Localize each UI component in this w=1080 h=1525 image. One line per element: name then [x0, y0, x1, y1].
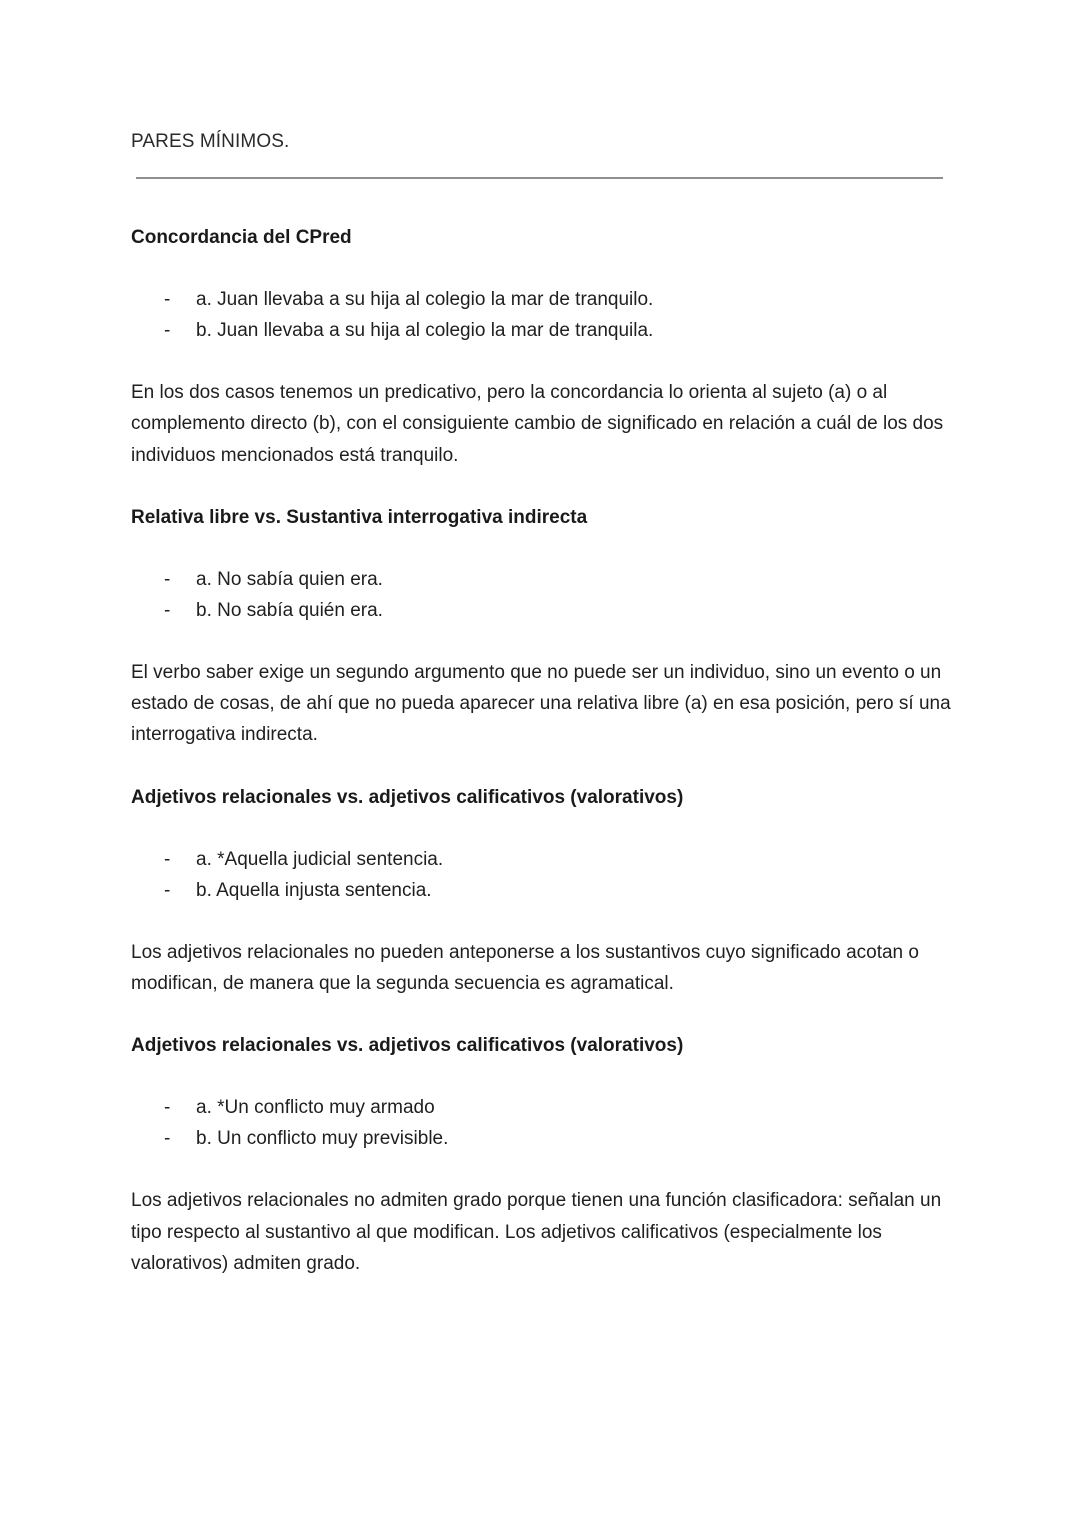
example-item — [131, 844, 951, 875]
section-heading: Adjetivos relacionales vs. adjetivos calificativos (valorativos) — [131, 786, 684, 808]
bullet-dash: - — [164, 879, 171, 901]
bullet-dash: - — [164, 289, 171, 310]
example-item — [131, 1123, 951, 1154]
example-text: b. No sabía quién era. — [196, 599, 383, 621]
bullet-dash: - — [164, 568, 171, 590]
bullet-dash: - — [164, 599, 171, 621]
example-text: b. Aquella injusta sentencia. — [196, 879, 432, 901]
example-list — [131, 844, 951, 906]
example-item — [131, 284, 951, 315]
example-item — [131, 875, 951, 906]
section-adjetivos-anteposicion — [131, 782, 951, 1000]
example-item — [131, 564, 951, 595]
explanation-paragraph: En los dos casos tenemos un predicativo, pero la concordancia lo orienta al sujeto (a) o al complemento directo (b), con el consiguiente cambio de significado en relación a cuál de los dos individuos mencionados está tranquilo. — [131, 382, 944, 466]
page-title: PARES MÍNIMOS. — [131, 131, 290, 152]
section-adjetivos-grado — [131, 1030, 951, 1279]
explanation-paragraph: El verbo saber exige un segundo argumento que no puede ser un individuo, sino un evento o un estado de cosas, de ahí que no pueda aparecer una relativa libre (a) en esa posición, pero sí una interrogativa indirecta. — [131, 661, 951, 746]
section-concordancia — [131, 222, 951, 471]
section-heading: Adjetivos relacionales vs. adjetivos calificativos (valorativos) — [131, 1035, 684, 1057]
example-item — [131, 1092, 951, 1123]
example-text: a. *Aquella judicial sentencia. — [196, 848, 444, 870]
example-item — [131, 595, 951, 626]
section-heading: Relativa libre vs. Sustantiva interrogativa indirecta — [131, 506, 588, 528]
document-body — [131, 222, 951, 1310]
example-list — [131, 284, 951, 346]
example-text: a. Juan llevaba a su hija al colegio la mar de tranquilo. — [196, 289, 654, 310]
explanation-paragraph: Los adjetivos relacionales no pueden anteponerse a los sustantivos cuyo significado acotan o modifican, de manera que la segunda secuencia es agramatical. — [131, 941, 919, 995]
section-heading: Concordancia del CPred — [131, 227, 352, 248]
section-relativa-libre — [131, 502, 951, 751]
example-item — [131, 315, 951, 346]
title-divider — [136, 177, 943, 179]
bullet-dash: - — [164, 848, 171, 870]
bullet-dash: - — [164, 320, 171, 341]
example-text: b. Un conflicto muy previsible. — [196, 1128, 449, 1150]
example-text: b. Juan llevaba a su hija al colegio la mar de tranquila. — [196, 320, 654, 341]
explanation-paragraph: Los adjetivos relacionales no admiten grado porque tienen una función clasificadora: señalan un tipo respecto al sustantivo al que modifican. Los adjetivos calificativos (especialmente los valorativos) admiten grado. — [131, 1190, 942, 1274]
example-list — [131, 564, 951, 626]
bullet-dash: - — [164, 1128, 171, 1150]
example-list — [131, 1092, 951, 1154]
example-text: a. *Un conflicto muy armado — [196, 1097, 435, 1119]
example-text: a. No sabía quien era. — [196, 568, 383, 590]
bullet-dash: - — [164, 1097, 171, 1119]
